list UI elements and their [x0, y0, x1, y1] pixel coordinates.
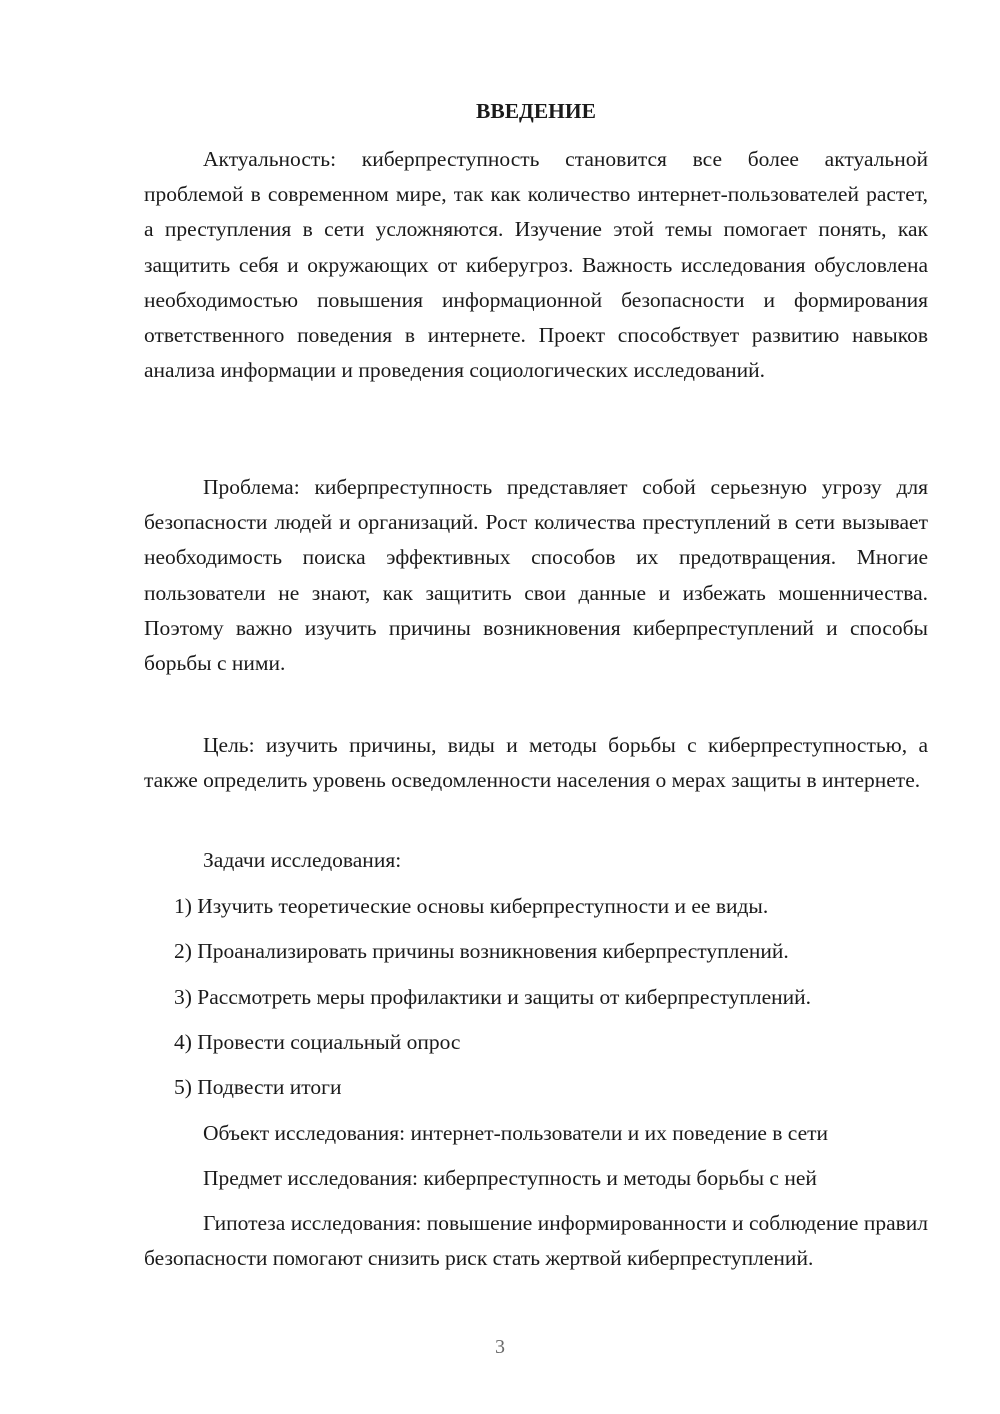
list-item: 1) Изучить теоретические основы киберпреступности и ее виды.	[174, 894, 769, 918]
list-item: 3) Рассмотреть меры профилактики и защиты от киберпреступлений.	[174, 985, 812, 1009]
page-number: 3	[495, 1336, 505, 1358]
paragraph-goal: Цель: изучить причины, виды и методы борьбы с киберпреступностью, а также определить уровень осведомленности населения о мерах защиты в интернете.	[144, 733, 928, 793]
paragraph-problem: Проблема: киберпреступность представляет собой серьезную угрозу для безопасности людей и организаций. Рост количества преступлений в сети вызывает необходимость поиска эффективных способов их предотвращения. Многие пользователи не знают, как защитить свои данные и избежать мошенничества. Поэтому важно изучить причины возникновения киберпреступлений и способы борьбы с ними.	[144, 475, 928, 676]
document-page	[144, 0, 928, 1414]
list-item: 4) Провести социальный опрос	[174, 1030, 461, 1054]
tasks-heading: Задачи исследования:	[203, 848, 402, 872]
paragraph-relevance: Актуальность: киберпреступность становится все более актуальной проблемой в современном мире, так как количество интернет-пользователей растет, а преступления в сети усложняются. Изучение этой темы помогает понять, как защитить себя и окружающих от киберугроз. Важность исследования обусловлена необходимостью повышения информационной безопасности и формирования ответственного поведения в интернете. Проект способствует развитию навыков анализа информации и проведения социологических исследований.	[144, 147, 928, 383]
paragraph-object: Объект исследования: интернет-пользователи и их поведение в сети	[203, 1121, 829, 1145]
paragraph-subject: Предмет исследования: киберпреступность и методы борьбы с ней	[203, 1166, 817, 1190]
list-item: 2) Проанализировать причины возникновения киберпреступлений.	[174, 939, 789, 963]
page-title: ВВЕДЕНИЕ	[476, 99, 596, 123]
paragraph-hypothesis: Гипотеза исследования: повышение информированности и соблюдение правил безопасности помогают снизить риск стать жертвой киберпреступлений.	[144, 1211, 928, 1271]
list-item: 5) Подвести итоги	[174, 1075, 342, 1099]
